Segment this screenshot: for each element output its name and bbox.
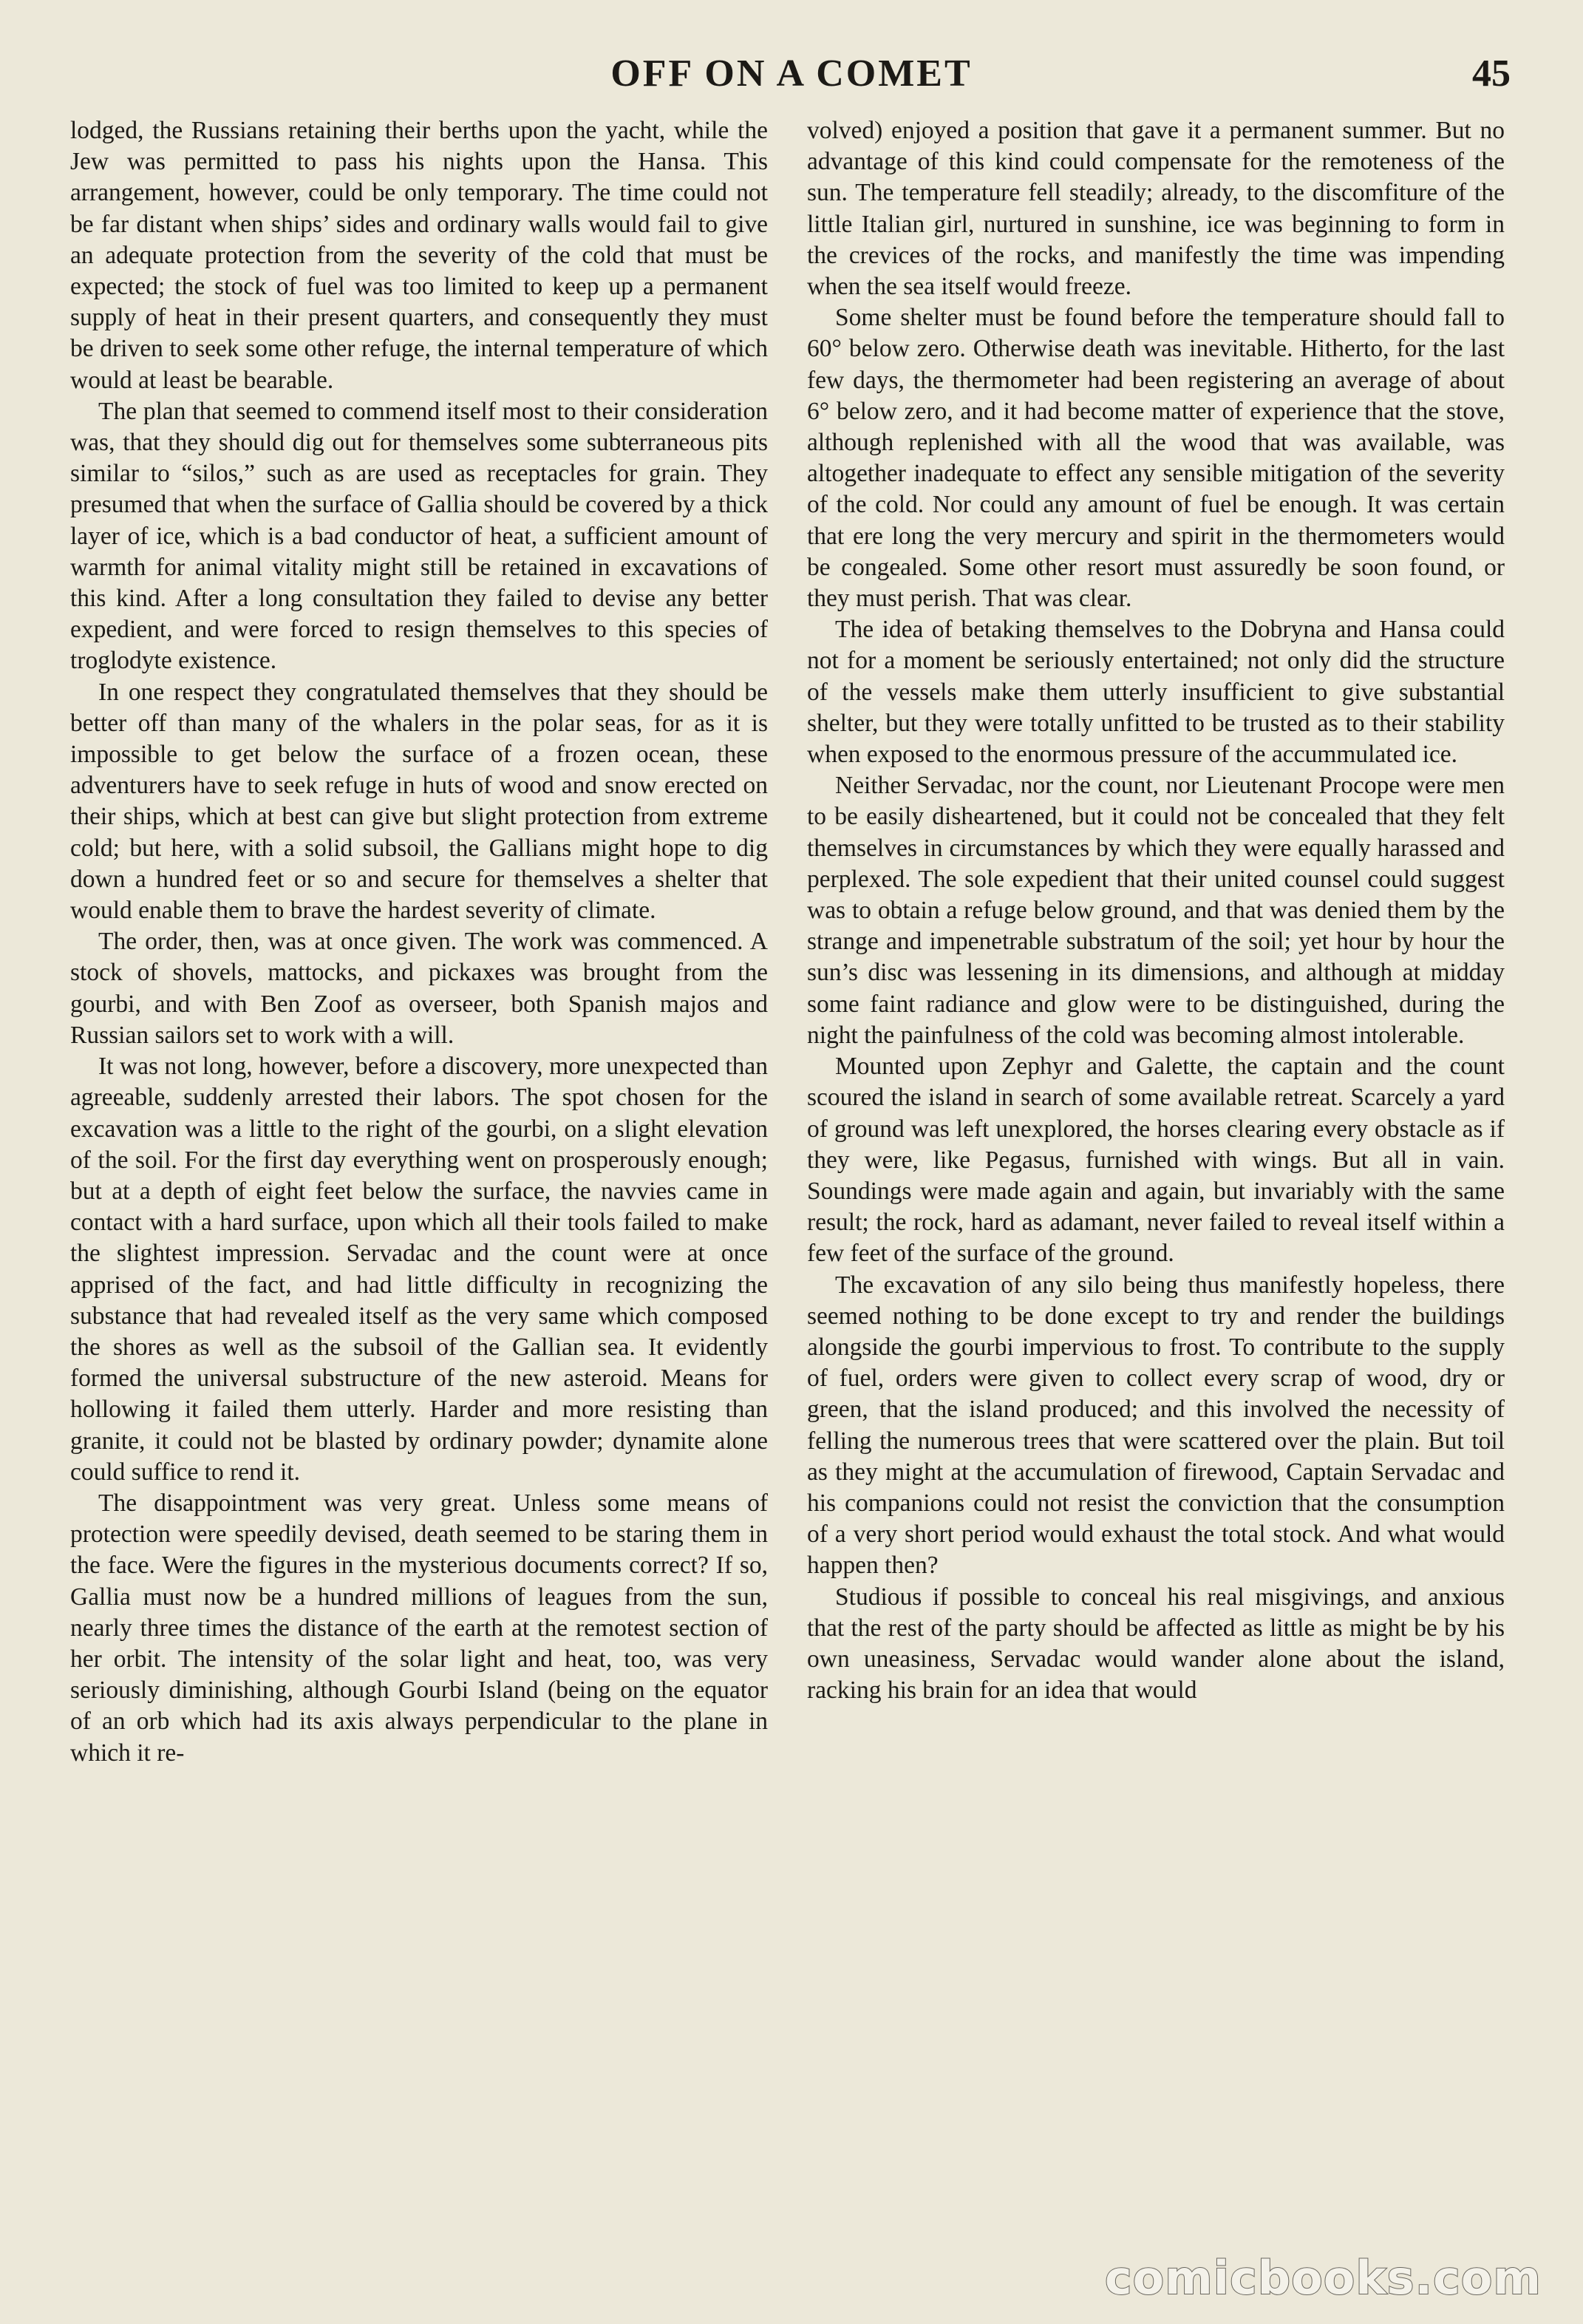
paragraph: It was not long, however, before a discovery, more unexpected than agreeable, suddenly arrested their labors. The spot chosen for the excavation was a little to the right of the gourbi, on a slight elevation of the soil. For the first day everything went on prosperously enough; but at a depth of eight feet below the surface, the navvies came in contact with a hard surface, upon which all their tools failed to make the slightest impression. Servadac and the count were at once apprised of the fact, and had little difficulty in recognizing the substance that had revealed itself as the very same which composed the shores as well as the subsoil of the Gallian sea. It evidently formed the universal substructure of the new asteroid. Means for hollowing it failed them utterly. Harder and more resisting than granite, it could not be blasted by ordinary powder; dynamite alone could suffice to rend it. (70, 1053, 768, 1486)
paragraph: volved) enjoyed a position that gave it a permanent summer. But no advantage of this kind could compensate for the remoteness of the sun. The temperature fell steadily; already, to the discomfiture of the little Italian girl, nurtured in sunshine, ice was beginning to form in the crevices of the rocks, and manifestly the time was impending when the sea itself would freeze. (807, 117, 1505, 301)
watermark: comicbooks.com (1104, 2251, 1542, 2305)
paragraph: Some shelter must be found before the temperature should fall to 60° below zero. Otherwise death was inevitable. Hitherto, for the last few days, the thermometer had been registering an average of about 6° below zero, and it had become matter of experience that the stove, although replenished with all the wood that was available, was altogether inadequate to effect any sensible mitigation of the severity of the cold. Nor could any amount of fuel be enough. It was certain that ere long the very mercury and spirit in the thermometers would be congealed. Some other resort must assuredly be soon found, or they must perish. That was clear. (807, 304, 1505, 613)
paragraph: The plan that seemed to commend itself most to their consideration was, that they should dig out for themselves some subterraneous pits similar to “silos,” such as are used as receptacles for grain. They presumed that when the surface of Gallia should be covered by a thick layer of ice, which is a bad conductor of heat, a sufficient amount of warmth for animal vitality might still be retained in excavations of this kind. After a long consultation they failed to devise any better expedient, and were forced to resign themselves to this species of troglodyte existence. (70, 397, 768, 675)
paragraph: In one respect they congratulated themselves that they should be better off than many of the whalers in the polar seas, for as it is impossible to get below the surface of a frozen ocean, these adventurers have to seek refuge in huts of wood and snow erected on their ships, which at best can give but slight protection from extreme cold; but here, with a solid subsoil, the Gallians might hope to dig down a hundred feet or so and secure for themselves a shelter that would enable them to brave the hardest severity of climate. (70, 678, 768, 925)
paragraph: Neither Servadac, nor the count, nor Lieutenant Procope were men to be easily disheartened, but it could not be concealed that they felt themselves in circumstances by which they were equally harassed and perplexed. The sole expedient that their united counsel could suggest was to obtain a refuge below ground, and that was denied them by the strange and impenetrable substratum of the soil; yet hour by hour the sun’s disc was lessening in its dimensions, and although at midday some faint radiance and glow were to be distinguished, during the night the painfulness of the cold was becoming almost intolerable. (807, 772, 1505, 1049)
paragraph: Mounted upon Zephyr and Galette, the captain and the count scoured the island in search of some available retreat. Scarcely a yard of ground was left unexplored, the horses clearing every obstacle as if they were, like Pegasus, furnished with wings. But all in vain. Soundings were made again and again, but invariably with the same result; the rock, hard as adamant, never failed to reveal itself within a few feet of the surface of the ground. (807, 1053, 1505, 1268)
paragraph: Studious if possible to conceal his real misgivings, and anxious that the rest of the party should be affected as little as might be by his own uneasiness, Servadac would wander alone about the island, racking his brain for an idea that would (807, 1583, 1505, 1705)
paragraph: The excavation of any silo being thus manifestly hopeless, there seemed nothing to be done except to try and render the buildings alongside the gourbi impervious to frost. To contribute to the supply of fuel, orders were given to collect every scrap of wood, dry or green, that the island produced; and this involved the necessity of felling the numerous trees that were scattered over the plain. But toil as they might at the accumulation of firewood, Captain Servadac and his companions could not resist the conviction that the consumption of a very short period would exhaust the total stock. And what would happen then? (807, 1271, 1505, 1580)
paragraph: lodged, the Russians retaining their berths upon the yacht, while the Jew was permitted to pass his nights upon the Hansa. This arrangement, however, could be only temporary. The time could not be far distant when ships’ sides and ordinary walls would fail to give an adequate protection from the severity of the cold that must be expected; the stock of fuel was too limited to keep up a permanent supply of heat in their present quarters, and consequently they must be driven to seek some other refuge, the internal temperature of which would at least be bearable. (70, 117, 768, 394)
right-column (807, 115, 1505, 2259)
paragraph: The disappointment was very great. Unless some means of protection were speedily devised, death seemed to be staring them in the face. Were the figures in the mysterious documents correct? If so, Gallia must now be a hundred millions of leagues from the sun, nearly three times the distance of the earth at the remotest section of her orbit. The intensity of the solar light and heat, too, was very seriously diminishing, although Gourbi Island (being on the equator of an orb which had its axis always perpendicular to the plane in which it re- (70, 1489, 768, 1767)
paragraph: The idea of betaking themselves to the Dobryna and Hansa could not for a moment be seriously entertained; not only did the structure of the vessels make them utterly insufficient to give substantial shelter, but they were totally unfitted to be trusted as to their stability when exposed to the enormous pressure of the accummulated ice. (807, 616, 1505, 769)
left-column (70, 115, 768, 2259)
running-head (0, 52, 1583, 103)
paragraph: The order, then, was at once given. The work was commenced. A stock of shovels, mattocks, and pickaxes was brought from the gourbi, and with Ben Zoof as overseer, both Spanish majos and Russian sailors set to work with a will. (70, 928, 768, 1049)
page-number: 45 (1472, 52, 1511, 95)
running-title: OFF ON A COMET (610, 52, 973, 95)
